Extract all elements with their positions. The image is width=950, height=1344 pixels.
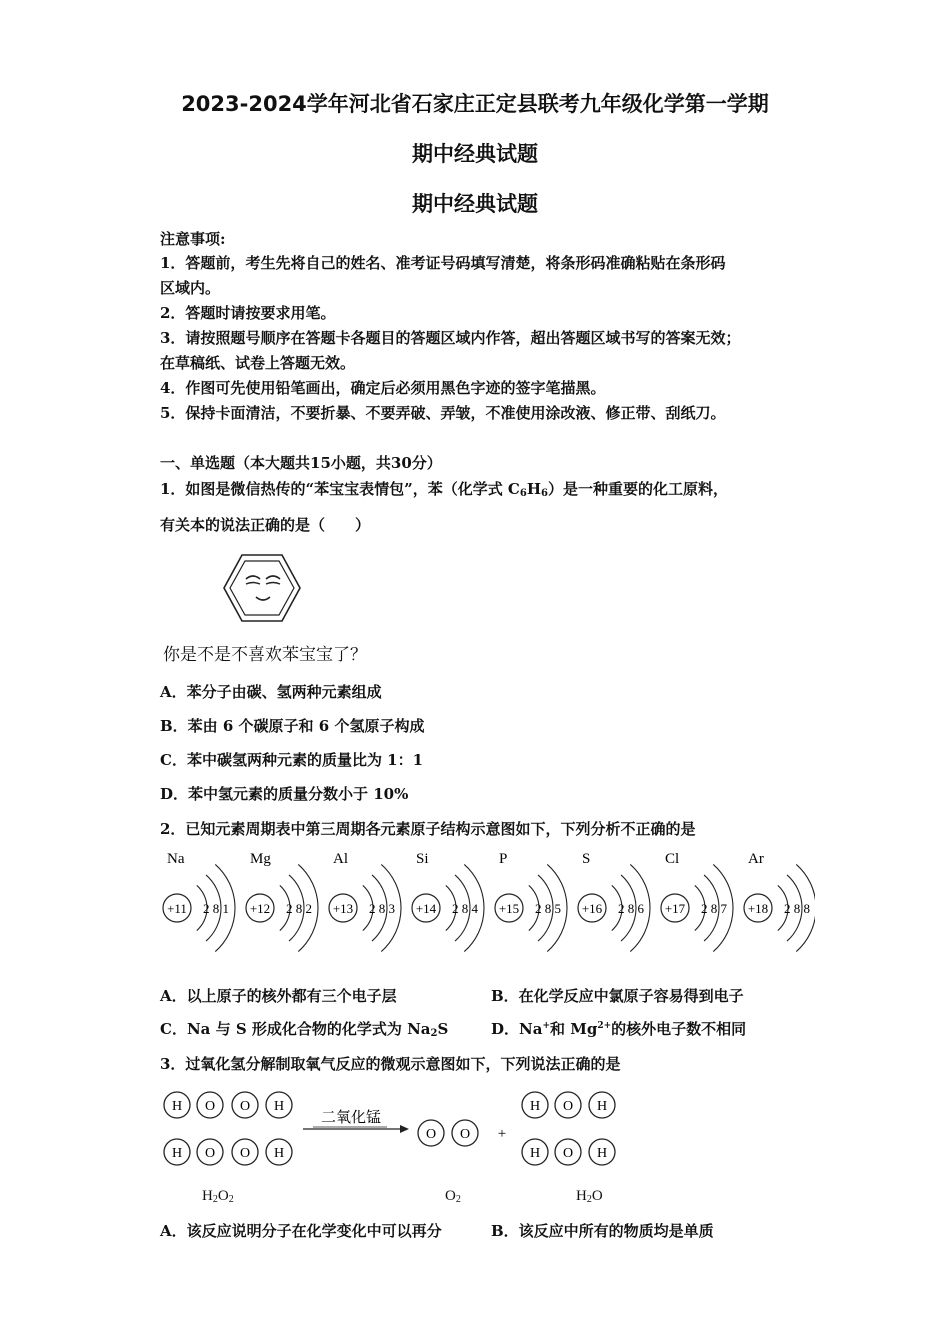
atom-ar <box>744 851 815 952</box>
nucleus-charge: +18 <box>747 901 769 916</box>
benzene-ring-inner <box>230 561 294 615</box>
right-eye <box>266 576 280 579</box>
o2-o-atom-label: O <box>425 1127 437 1142</box>
element-symbol: Al <box>333 851 348 867</box>
atom-al <box>329 851 401 952</box>
notice-item: 3．请按照题号顺序在答题卡各题目的答题区域内作答，超出答题区域书写的答案无效； <box>160 329 741 347</box>
notice-item: 在草稿纸、试卷上答题无效。 <box>160 354 356 372</box>
electron-counts: 2 8 2 <box>286 901 312 916</box>
nucleus-charge: +14 <box>415 901 437 916</box>
notice-heading: 注意事项: <box>160 230 226 248</box>
element-symbol: P <box>499 851 508 867</box>
q3-stem: 3．过氧化氢分解制取氧气反应的微观示意图如下，下列说法正确的是 <box>160 1055 621 1073</box>
nucleus-charge: +13 <box>332 901 354 916</box>
q2-option-d[interactable]: D．Na+和 $Mg^{2+}$的核外电子数不相同 <box>491 1020 747 1038</box>
notice-item: 4．作图可先使用铅笔画出，确定后必须用黑色字迹的签字笔描黑。 <box>160 379 606 397</box>
notice-item: 1．答题前，考生先将自己的姓名、准考证号码填写清楚，将条形码准确粘贴在条形码 <box>160 254 726 272</box>
h2o2-o-atom-label: O <box>204 1146 216 1161</box>
label-h2o2: $H_2O_2$ <box>202 1188 234 1205</box>
electron-counts: 2 8 8 <box>784 901 810 916</box>
title-line-2: 期中经典试题 <box>412 142 538 166</box>
nucleus-charge: +16 <box>581 901 603 916</box>
title-line-3: 期中经典试题 <box>412 192 538 216</box>
h2o-o-atom-label: O <box>562 1146 574 1161</box>
reaction-diagram <box>155 1082 635 1182</box>
q1-stem-line2: 有关本的说法正确的是（ ） <box>160 516 371 534</box>
element-symbol: Si <box>416 851 429 867</box>
h2o2-h-atom-label: H <box>273 1146 285 1161</box>
left-eye <box>246 576 260 579</box>
reaction-arrow-head <box>400 1125 409 1133</box>
atom-p <box>495 851 567 952</box>
label-h2o: $H_2O$ <box>576 1188 603 1205</box>
left-eye-lash <box>246 583 260 585</box>
h2o2-o-atom-label: O <box>239 1099 251 1114</box>
electron-counts: 2 8 3 <box>369 901 395 916</box>
electron-counts: 2 8 4 <box>452 901 478 916</box>
notice-item: 区域内。 <box>160 279 221 297</box>
h2o-h-atom-label: H <box>529 1146 541 1161</box>
atom-mg <box>246 851 318 952</box>
q2-option-a[interactable]: A．以上原子的核外都有三个电子层 <box>160 987 397 1005</box>
catalyst-label: 二氧化锰 <box>320 1110 382 1126</box>
h2o2-h-atom-label: H <box>273 1099 285 1114</box>
q1-option-d[interactable]: D．苯中氢元素的质量分数小于 10% <box>160 785 409 803</box>
electron-counts: 2 8 7 <box>701 901 727 916</box>
h2o-h-atom-label: H <box>529 1099 541 1114</box>
h2o-h-atom-label: H <box>596 1146 608 1161</box>
element-symbol: Cl <box>665 851 680 867</box>
atom-na <box>163 851 235 952</box>
q2-stem: 2．已知元素周期表中第三周期各元素原子结构示意图如下，下列分析不正确的是 <box>160 820 696 838</box>
q3-option-b[interactable]: B．该反应中所有的物质均是单质 <box>491 1222 714 1240</box>
atom-cl <box>661 851 733 952</box>
notice-item: 2．答题时请按要求用笔。 <box>160 304 336 322</box>
q2-option-c[interactable]: C．Na 与 S 形成化合物的化学式为 $Na_2S$ <box>160 1020 449 1039</box>
mouth <box>256 597 270 600</box>
o2-o-atom-label: O <box>459 1127 471 1142</box>
q1-option-c[interactable]: C．苯中碳氢两种元素的质量比为 1：1 <box>160 751 424 769</box>
electron-counts: 2 8 6 <box>618 901 644 916</box>
element-symbol: Na <box>167 851 185 867</box>
q1-stem: 1．如图是微信热传的“苯宝宝表情包”，苯（化学式 $C_6H_6$）是一种重要的化工原料， <box>160 480 728 499</box>
h2o-o-atom-label: O <box>562 1099 574 1114</box>
q1-option-a[interactable]: A．苯分子由碳、氢两种元素组成 <box>160 683 382 701</box>
element-symbol: Mg <box>250 851 271 867</box>
title-line-1: 2023-2024学年河北省石家庄正定县联考九年级化学第一学期 <box>181 92 769 116</box>
electron-counts: 2 8 5 <box>535 901 561 916</box>
q2-option-b[interactable]: B．在化学反应中氯原子容易得到电子 <box>491 987 744 1005</box>
right-eye-lash <box>266 583 280 585</box>
atomic-structure-diagrams <box>155 845 815 960</box>
plus-sign: + <box>497 1126 507 1142</box>
benzene-emoji-figure <box>222 552 302 624</box>
nucleus-charge: +15 <box>498 901 520 916</box>
section-heading: 一、单选题（本大题共15小题，共30分） <box>160 454 442 472</box>
nucleus-charge: +12 <box>249 901 271 916</box>
notice-item: 5．保持卡面清洁，不要折暴、不要弄破、弄皱，不准使用涂改液、修正带、刮纸刀。 <box>160 404 726 422</box>
electron-counts: 2 8 1 <box>203 901 229 916</box>
h2o2-o-atom-label: O <box>239 1146 251 1161</box>
h2o2-o-atom-label: O <box>204 1099 216 1114</box>
element-symbol: Ar <box>748 851 764 867</box>
q1-figure-caption: 你是不是不喜欢苯宝宝了？ <box>163 645 367 665</box>
benzene-ring-outer <box>224 555 300 621</box>
nucleus-charge: +17 <box>664 901 686 916</box>
label-o2: $O_2$ <box>445 1188 461 1205</box>
q1-option-b[interactable]: B．苯由 6 个碳原子和 6 个氢原子构成 <box>160 717 425 735</box>
nucleus-charge: +11 <box>167 901 187 916</box>
q3-option-a[interactable]: A．该反应说明分子在化学变化中可以再分 <box>160 1222 442 1240</box>
atom-si <box>412 851 484 952</box>
h2o-h-atom-label: H <box>596 1099 608 1114</box>
h2o2-h-atom-label: H <box>171 1146 183 1161</box>
h2o2-h-atom-label: H <box>171 1099 183 1114</box>
element-symbol: S <box>582 851 591 867</box>
atom-s <box>578 851 650 952</box>
